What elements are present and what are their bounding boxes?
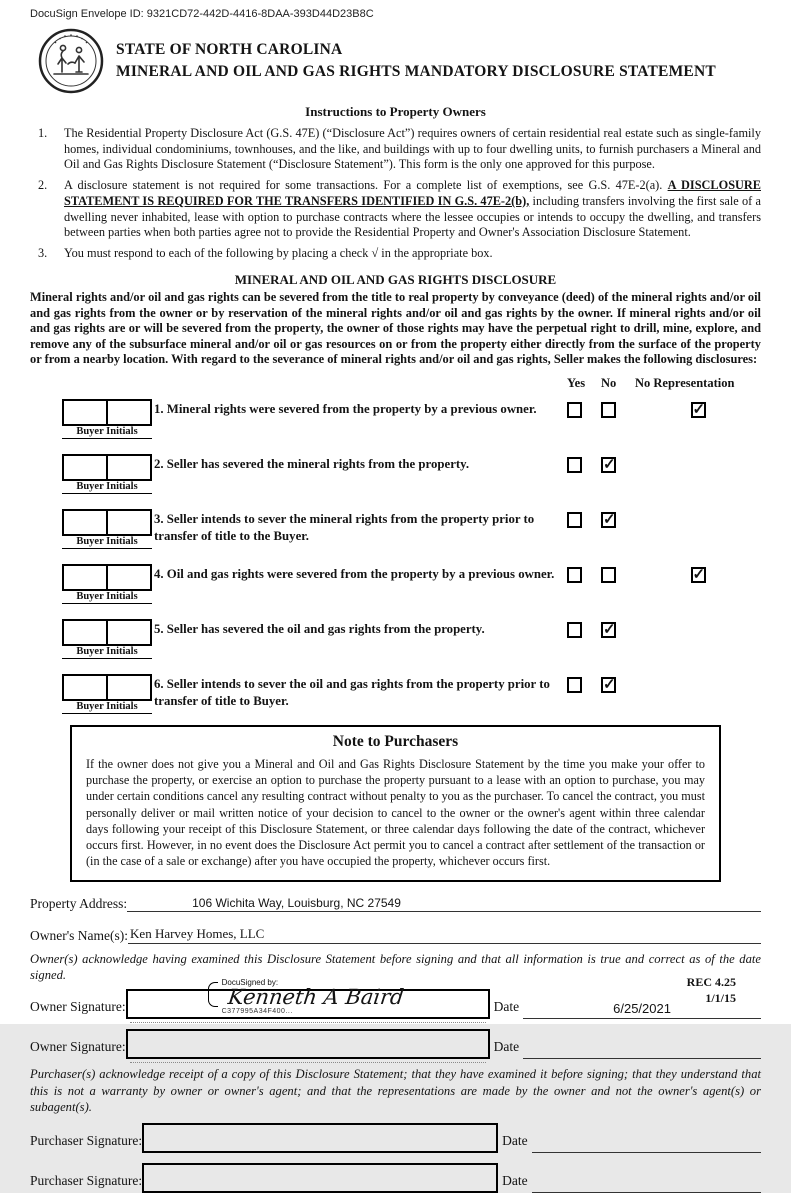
signature-dotted-line [130,1062,486,1063]
disclosure-section-title: MINERAL AND OIL AND GAS RIGHTS DISCLOSURE [234,271,557,287]
buyer-initials-cell-2[interactable] [106,511,150,534]
note-title: Note to Purchasers [332,733,459,750]
form-title: MINERAL AND OIL AND GAS RIGHTS MANDATORY DISCLOSURE STATEMENT [116,63,716,80]
buyer-initials-label: Buyer Initials [62,646,152,659]
checkbox-norep-4[interactable] [691,567,706,583]
owner-signature-field-2[interactable] [126,1029,490,1059]
date-label: Date [502,1173,528,1189]
owner-signature-date-field-1[interactable]: 6/25/2021 [523,996,761,1019]
disclosure-row-3 [30,505,761,549]
note-body: If the owner does not give you a Mineral and Oil and Gas Rights Disclosure Statement by the time you make your offer to purchase the property, or exercise an option to purchase the property pursuant to a lease with an option to purchase, you may under certain conditions cancel any resulting contract without penalty to you as the purchaser. To cancel the contract, you must personally deliver or mail written notice of your decision to cancel to the owner or the owner's agent within three calendar days following your receipt of this Disclosure Statement, or three calendar days following the date of the contract, whichever occurs first. However, in no event does the Disclosure Act permit you to cancel a contract after settlement of the transaction or (in the case of a sale or exchange) after you have occupied the property, whichever occurs first. [86,757,705,869]
checkbox-no-2[interactable] [601,457,616,473]
disclosure-statement: 3. Seller intends to sever the mineral rights from the property prior to transfer of title to the Buyer. [154,512,535,543]
buyer-initials-label: Buyer Initials [62,426,152,439]
owner-name-field[interactable]: Ken Harvey Homes, LLC [128,926,761,944]
disclosure-statement: 6. Seller intends to sever the oil and gas rights from the property prior to transfer of title to Buyer. [154,677,550,708]
purchaser-signature-label: Purchaser Signature: [30,1173,143,1189]
buyer-initials-cell-2[interactable] [106,621,150,644]
docusign-envelope-id: DocuSign Envelope ID: 9321CD72-442D-4416-8DAA-393D44D23B8C [30,8,374,20]
purchaser-signature-row-2 [30,1163,761,1193]
purchaser-signature-label: Purchaser Signature: [30,1133,143,1149]
disclosure-statement: 5. Seller has severed the oil and gas rights from the property. [154,622,485,636]
buyer-initials-block [30,560,154,604]
checkbox-no-1[interactable] [601,402,616,418]
property-address-row [30,896,761,912]
nc-state-seal-icon [38,28,104,94]
disclosure-intro: Mineral rights and/or oil and gas rights can be severed from the title to real property by conveyance (deed) of the mineral rights and/or oil and gas rights from the owner or by reservation of the mineral rights and/or oil and gas rights by the owner. If mineral rights and/or oil and gas rights are or will be severed from the property, the owner of those rights may have the perpetual right to drill, mine, explore, and remove any of the subsurface mineral and/or oil or gas resources on or from the property either directly from the surface of the property or from a nearby location. With regard to the severance of mineral rights and/or oil and gas rights, Seller makes the following disclosures: [30,289,761,367]
buyer-initials-block [30,615,154,659]
instruction-number: 1. [38,126,48,140]
buyer-initials-cell-2[interactable] [106,566,150,589]
buyer-initials-cell-1[interactable] [64,621,106,644]
checkbox-yes-2[interactable] [567,457,582,473]
checkbox-no-6[interactable] [601,677,616,693]
owner-signature-field-1[interactable] [126,978,490,1019]
buyer-initials-box[interactable] [62,399,152,426]
checkbox-no-4[interactable] [601,567,616,583]
buyer-initials-block [30,670,154,714]
purchaser-acknowledgment: Purchaser(s) acknowledge receipt of a copy of this Disclosure Statement; that they have examined it before signing; that they understand that this is not a warranty by owner or owner's agent; and that the representations are made by the owner and not the owner's agent(s) or subagent(s). [30,1067,761,1114]
purchaser-signature-field-2[interactable] [142,1163,498,1193]
owner-signature-value: Kenneth A Baird [226,985,405,1010]
instruction-number: 3. [38,246,48,261]
checkbox-yes-4[interactable] [567,567,582,583]
signature-dotted-line [130,1022,486,1023]
owner-acknowledgment: Owner(s) acknowledge having examined this Disclosure Statement before signing and that all information is true and correct as of the date signed. [30,951,761,982]
disclosure-statement: 1. Mineral rights were severed from the property by a previous owner. [154,402,537,416]
buyer-initials-block [30,505,154,549]
form-footer [687,974,736,1006]
document-header [38,28,761,94]
note-to-purchasers-box [70,725,721,882]
form-revision-date: 1/1/15 [705,990,736,1005]
buyer-initials-label: Buyer Initials [62,536,152,549]
buyer-initials-cell-2[interactable] [106,456,150,479]
buyer-initials-box[interactable] [62,509,152,536]
buyer-initials-block [30,450,154,494]
instructions-title: Instructions to Property Owners [305,104,486,119]
checkbox-yes-1[interactable] [567,402,582,418]
property-address-label: Property Address: [30,895,128,911]
owner-signature-date-field-2[interactable] [523,1036,761,1059]
column-header-no-representation: No Representation [635,376,735,390]
checkbox-no-3[interactable] [601,512,616,528]
buyer-initials-cell-1[interactable] [64,511,106,534]
instruction-item-1 [30,126,761,173]
instruction-text: You must respond to each of the following by placing a check √ in the appropriate box. [64,246,493,261]
disclosure-row-4 [30,560,761,604]
buyer-initials-cell-1[interactable] [64,676,106,699]
checkbox-no-5[interactable] [601,622,616,638]
instruction-item-3 [30,246,761,262]
date-label: Date [493,999,520,1015]
checkbox-yes-3[interactable] [567,512,582,528]
instruction-text-emphasis: A DISCLOSURE STATEMENT IS REQUIRED FOR THE TRANSFERS IDENTIFIED IN G.S. 47E-2(b), [64,178,761,208]
document-title-block [116,39,716,84]
date-label: Date [502,1133,528,1149]
checkbox-norep-1[interactable] [691,402,706,418]
buyer-initials-box[interactable] [62,674,152,701]
instruction-text [64,178,761,241]
docusign-signature-id: C377995A34F400... [221,1008,293,1016]
column-header-yes: Yes [567,376,586,390]
owner-signature-row-2 [30,1029,761,1059]
docusign-signature-stamp [216,978,404,1015]
buyer-initials-cell-2[interactable] [106,401,150,424]
buyer-initials-cell-2[interactable] [106,676,150,699]
owner-name-label: Owner's Name(s): [30,927,129,943]
buyer-initials-box[interactable] [62,564,152,591]
buyer-initials-cell-1[interactable] [64,401,106,424]
owner-signature-label: Owner Signature: [30,999,126,1015]
column-header-no: No [601,376,617,390]
owner-name-row [30,926,761,944]
owner-signature-label: Owner Signature: [30,1039,126,1055]
instruction-number: 2. [38,178,48,193]
buyer-initials-cell-1[interactable] [64,566,106,589]
property-address-field[interactable]: 106 Wichita Way, Louisburg, NC 27549 [127,896,761,912]
purchaser-signature-row-1 [30,1123,761,1153]
buyer-initials-label: Buyer Initials [62,701,152,714]
date-label: Date [493,1039,520,1055]
buyer-initials-box[interactable] [62,454,152,481]
disclosure-statement: 4. Oil and gas rights were severed from the property by a previous owner. [154,567,555,581]
purchaser-signature-field-1[interactable] [142,1123,498,1153]
checkbox-yes-5[interactable] [567,622,582,638]
disclosure-statement: 2. Seller has severed the mineral rights from the property. [154,457,470,471]
buyer-initials-block [30,395,154,439]
state-title: STATE OF NORTH CAROLINA [116,40,343,58]
buyer-initials-box[interactable] [62,619,152,646]
instruction-text-post: including transfers involving the first sale of a dwelling never inhabited, lease with option to purchase contracts where the lessee occupies or intends to occupy the dwelling, and transfers between parties when both parties agree not to provide the Residential Property and Owner's Association Disclosure Statement. [64,193,761,240]
disclosure-row-6 [30,670,761,714]
purchaser-signature-date-field-2[interactable] [532,1170,761,1193]
disclosure-row-5 [30,615,761,659]
instruction-text-pre: A disclosure statement is not required for some transactions. For a complete list of exemptions, see G.S. 47E-2(a). [64,178,668,193]
buyer-initials-label: Buyer Initials [62,591,152,604]
form-revision-code: REC 4.25 [686,974,736,989]
disclosure-column-headers [30,376,761,391]
checkbox-yes-6[interactable] [567,677,582,693]
purchaser-signature-date-field-1[interactable] [532,1130,761,1153]
instruction-item-2 [30,178,761,241]
buyer-initials-cell-1[interactable] [64,456,106,479]
docusigned-by-tag: DocuSigned by: [221,978,279,988]
instruction-text: The Residential Property Disclosure Act (G.S. 47E) (“Disclosure Act”) requires owners of certain residential real estate such as single-family homes, individual condominiums, townhouses, and the like, and buildings with up to four dwelling units, to furnish purchasers a Mineral and Oil and Gas Rights Disclosure Statement (“Disclosure Statement”). This form is the only one approved for this purpose. [64,126,761,172]
disclosure-row-2 [30,450,761,494]
disclosure-row-1 [30,395,761,439]
buyer-initials-label: Buyer Initials [62,481,152,494]
